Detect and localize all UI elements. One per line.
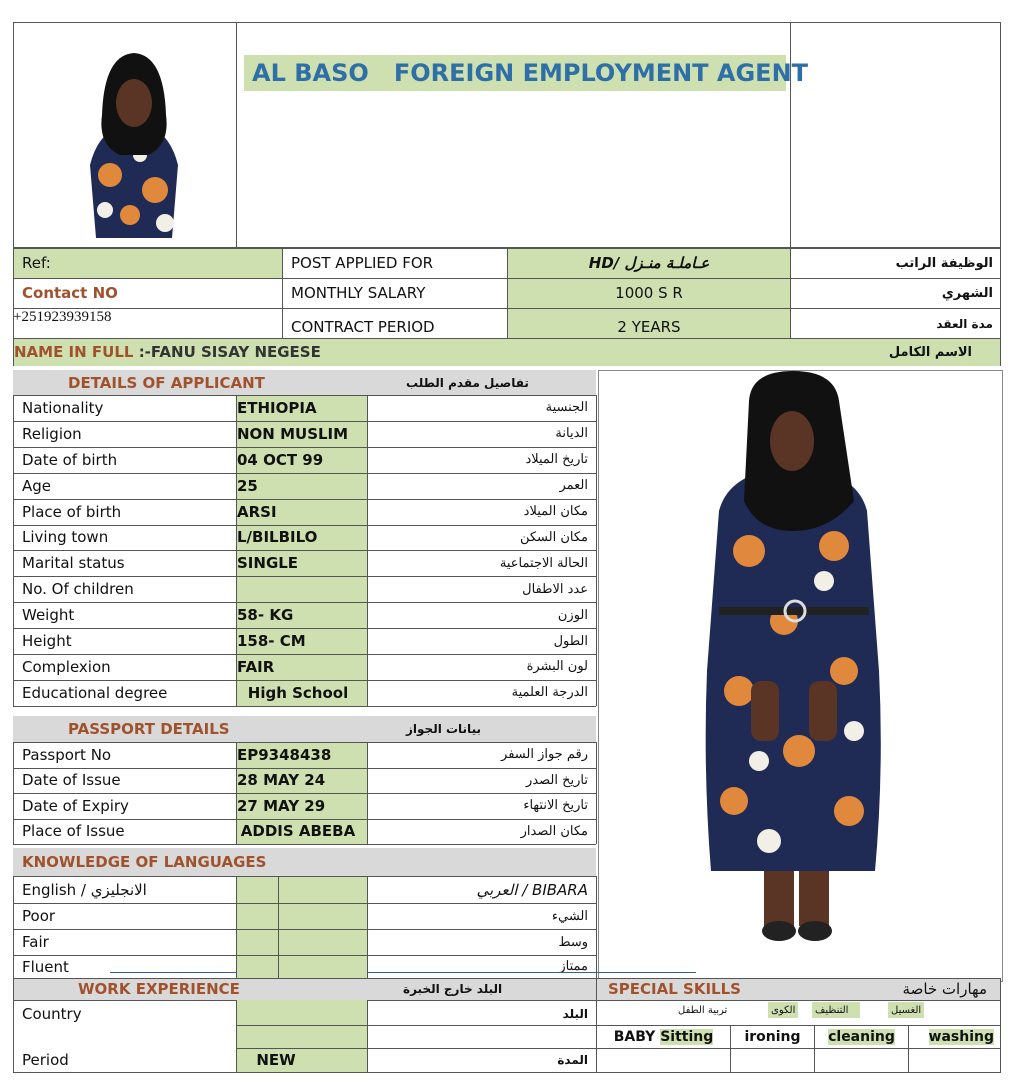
country-label: Country — [22, 1005, 82, 1023]
salary-label: MONTHLY SALARY — [291, 284, 426, 302]
language-english: English / الانجليزي — [22, 881, 147, 899]
applicant-row-ar: العمر — [559, 478, 588, 494]
post-label: POST APPLIED FOR — [291, 254, 434, 272]
applicant-row-label: Marital status — [22, 554, 125, 573]
applicant-row-value: 25 — [237, 476, 258, 495]
applicant-photo-small — [60, 45, 208, 238]
passport-heading-ar: بيانات الجواز — [406, 722, 481, 736]
contract-label: CONTRACT PERIOD — [291, 318, 435, 336]
name-value: :-FANU SISAY NEGESE — [138, 343, 321, 361]
applicant-row-ar: عدد الاطفال — [522, 581, 588, 597]
skill-ar-4: الغسيل — [888, 1002, 924, 1018]
applicant-row-label: No. Of children — [22, 580, 134, 599]
passport-row-label: Date of Issue — [22, 771, 121, 790]
passport-row-ar: مكان الصدار — [520, 823, 588, 839]
salary-value: 1000 S R — [615, 284, 683, 302]
passport-row-label: Date of Expiry — [22, 796, 129, 815]
skill-ironing: ironing — [744, 1029, 801, 1045]
language-level-ar: ممتاز — [559, 959, 588, 974]
applicant-row-ar: الطول — [553, 633, 588, 649]
passport-row-ar: تاريخ الانتهاء — [523, 798, 588, 814]
period-value: NEW — [256, 1051, 296, 1069]
skills-heading: SPECIAL SKILLS — [608, 980, 741, 998]
applicant-row-ar: لون البشرة — [526, 659, 588, 675]
applicant-row-ar: الحالة الاجتماعية — [499, 555, 588, 571]
language-level-ar: الشيء — [551, 908, 588, 924]
contract-ar: مدة العقد — [936, 317, 993, 331]
applicant-photo-full — [598, 370, 1003, 982]
passport-row-value: 27 MAY 29 — [237, 796, 326, 815]
language-arabic: العربي / BIBARA — [476, 881, 588, 899]
applicant-row-value: SINGLE — [237, 554, 299, 573]
applicant-row-value: ARSI — [237, 502, 277, 521]
skill-baby-sitting — [597, 1026, 730, 1048]
applicant-row-value: 58- KG — [237, 606, 294, 625]
agency-title: AL BASO FOREIGN EMPLOYMENT AGENT — [244, 55, 786, 91]
language-level-label: Fluent — [22, 957, 69, 976]
applicant-row-label: Nationality — [22, 398, 104, 417]
applicant-row-value: 158- CM — [237, 632, 306, 651]
period-ar: المدة — [557, 1053, 588, 1067]
applicant-heading-ar: تفاصيل مقدم الطلب — [406, 375, 529, 390]
skill-ar-3: التنظيف — [812, 1002, 860, 1018]
passport-row-value: ADDIS ABEBA — [240, 822, 356, 841]
applicant-row-label: Complexion — [22, 657, 111, 676]
applicant-row-value: L/BILBILO — [237, 528, 318, 547]
post-ar: الوظيفة الراتب — [895, 255, 993, 271]
applicant-row-value: ETHIOPIA — [237, 398, 317, 417]
applicant-row-value: High School — [247, 683, 349, 702]
applicant-heading: DETAILS OF APPLICANT — [68, 373, 265, 392]
applicant-row-ar: الديانة — [555, 426, 588, 442]
skill-cleaning — [815, 1026, 908, 1048]
skill-ar-2: الكوى — [768, 1002, 798, 1018]
language-level-label: Fair — [22, 933, 49, 951]
applicant-row-ar: الوزن — [557, 607, 588, 623]
skill-cleaning-text: cleaning — [828, 1029, 895, 1045]
applicant-row-label: Educational degree — [22, 683, 168, 702]
applicant-row-label: Religion — [22, 424, 82, 443]
applicant-row-value: 04 OCT 99 — [237, 450, 324, 469]
applicant-row-ar: الدرجة العلمية — [511, 685, 588, 701]
name-row — [13, 338, 713, 366]
salary-ar: الشهري — [941, 285, 993, 301]
applicant-row-label: Weight — [22, 606, 75, 625]
name-ar: الاسم الكامل — [888, 344, 972, 360]
applicant-row-label: Living town — [22, 528, 109, 547]
period-label: Period — [22, 1051, 69, 1069]
applicant-row-ar: تاريخ الميلاد — [525, 452, 588, 468]
languages-heading: KNOWLEDGE OF LANGUAGES — [22, 853, 267, 871]
contact-label: Contact NO — [22, 284, 118, 302]
passport-row-value: 28 MAY 24 — [237, 771, 326, 790]
applicant-row-label: Place of birth — [22, 502, 122, 521]
contract-value: 2 YEARS — [617, 318, 681, 336]
applicant-row-ar: مكان السكن — [519, 529, 588, 545]
skill-washing — [909, 1026, 1000, 1048]
applicant-row-value: FAIR — [237, 657, 275, 676]
passport-row-label: Passport No — [22, 745, 112, 764]
applicant-row-ar: مكان الميلاد — [523, 504, 588, 520]
applicant-row-value: NON MUSLIM — [237, 424, 349, 443]
applicant-row-ar: الجنسية — [545, 400, 588, 416]
passport-row-label: Place of Issue — [22, 822, 125, 841]
applicant-row-label: Height — [22, 632, 72, 651]
language-level-ar: وسط — [558, 934, 588, 950]
passport-row-ar: رقم جواز السفر — [501, 747, 588, 763]
applicant-row-label: Date of birth — [22, 450, 118, 469]
experience-heading: WORK EXPERIENCE — [78, 980, 240, 998]
skill-washing-text: washing — [928, 1029, 994, 1045]
skill-baby-text: BABY — [613, 1029, 661, 1045]
name-label: NAME IN FULL — [14, 343, 139, 361]
passport-row-value: EP9348438 — [237, 745, 332, 764]
skills-heading-ar: مهارات خاصة — [902, 980, 987, 998]
country-ar: البلد — [562, 1007, 588, 1021]
applicant-row-label: Age — [22, 476, 52, 495]
passport-heading: PASSPORT DETAILS — [68, 720, 230, 738]
skill-sitting-text: Sitting — [660, 1029, 714, 1045]
passport-row-ar: تاريخ الصدر — [526, 772, 588, 788]
contact-value: +251923939158 — [13, 309, 112, 325]
applicant-row-value — [236, 576, 367, 602]
ref-label: Ref: — [22, 254, 51, 272]
experience-heading-ar: البلد خارج الخبرة — [403, 982, 503, 996]
skill-ar-1: تربية الطفل — [678, 1004, 728, 1016]
post-value: HD/ عـاملـة منـزل — [588, 254, 710, 272]
language-level-label: Poor — [22, 907, 56, 925]
